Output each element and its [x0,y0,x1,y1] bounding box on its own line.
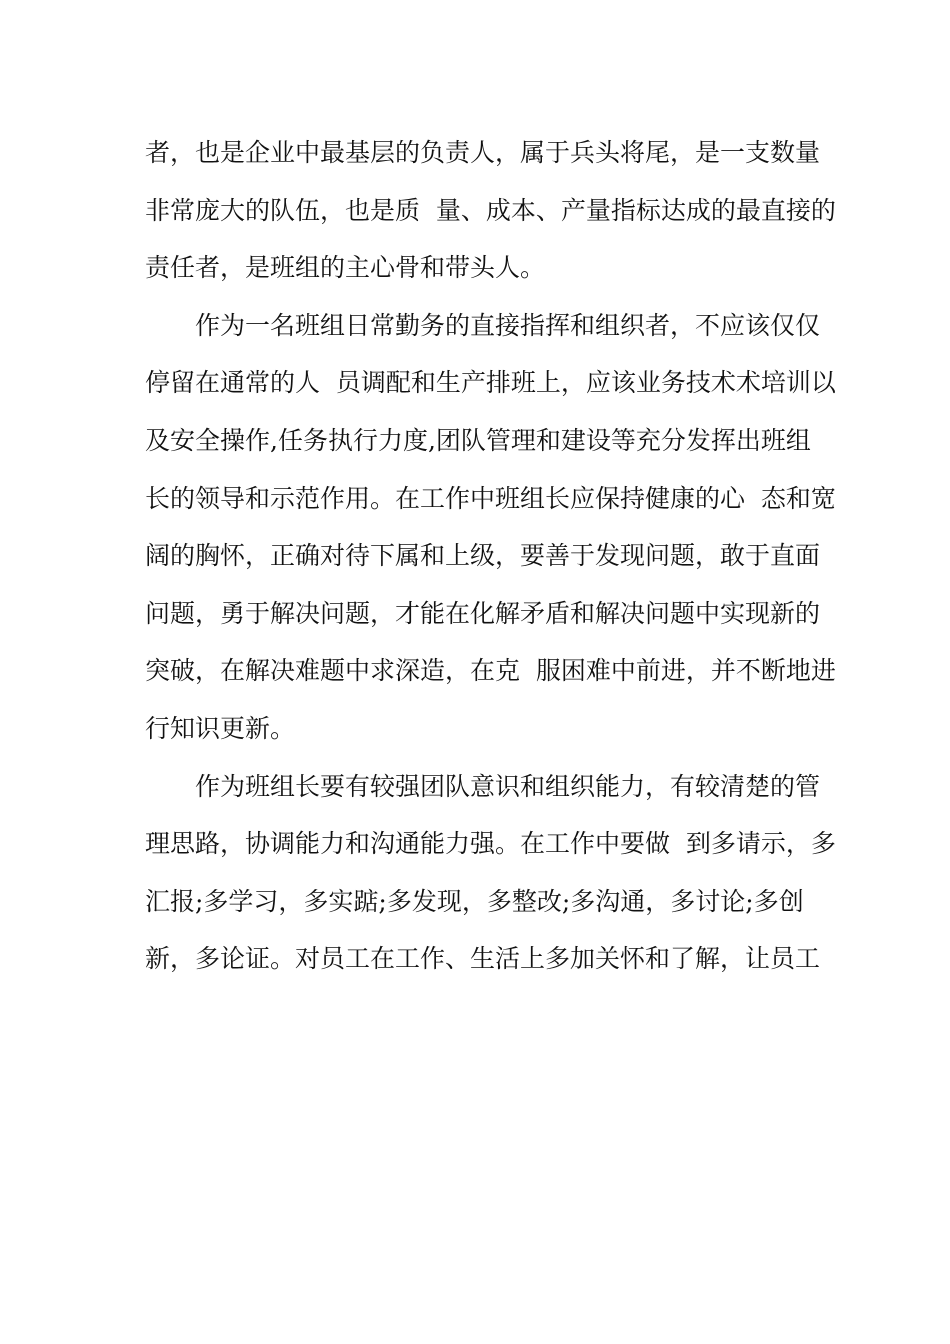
text-line: 突破，在解决难题中求深造，在克 服困难中前进，并不断地进 [145,656,836,686]
text-line: 及安全操作,任务执行力度,团队管理和建设等充分发挥出班组 [145,425,811,455]
text-line: 作为一名班组日常勤务的直接指挥和组织者，不应该仅仅 [195,310,821,340]
text-line: 行知识更新。 [145,713,296,743]
text-line: 作为班组长要有较强团队意识和组织能力，有较清楚的管 [195,771,821,801]
text-line: 汇报;多学习，多实踮;多发现，多整改;多沟通，多讨论;多创 [145,886,804,916]
text-line: 阔的胸怀，正确对待下属和上级，要善于发现问题，敢于直面 [145,541,821,571]
text-line: 责任者，是班组的主心骨和带头人。 [145,253,546,283]
text-line: 问题，勇于解决问题，才能在化解矛盾和解决问题中实现新的 [145,598,821,628]
text-line: 新，多论证。对员工在工作、生活上多加关怀和了解，让员工 [145,944,821,974]
text-line: 停留在通常的人 员调配和生产排班上，应该业务技术术培训以 [145,368,836,398]
text-line: 长的领导和示范作用。在工作中班组长应保持健康的心 态和宽 [145,483,836,513]
body-text [145,130,836,994]
text-line: 非常庞大的队伍，也是质 量、成本、产量指标达成的最直接的 [145,195,836,225]
text-line: 理思路，协调能力和沟通能力强。在工作中要做 到多请示，多 [145,829,836,859]
text-line: 者，也是企业中最基层的负责人，属于兵头将尾，是一支数量 [145,138,821,167]
